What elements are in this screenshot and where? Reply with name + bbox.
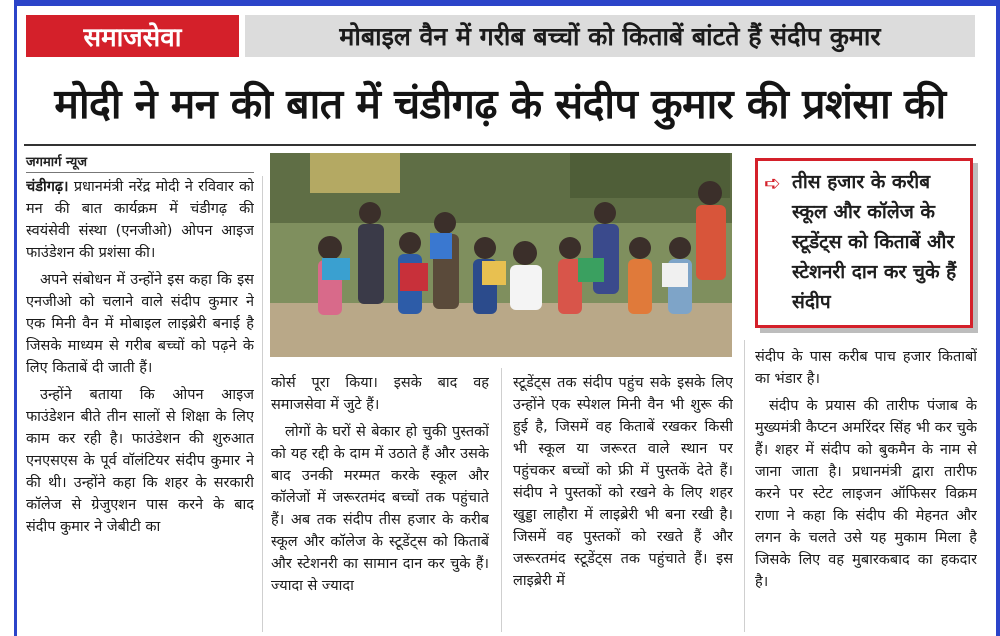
article-column-3 (513, 372, 733, 636)
column-divider (262, 176, 263, 632)
byline: जगमार्ग न्यूज (26, 155, 87, 170)
headline-rule (24, 144, 976, 146)
paragraph-1: संदीप के पास करीब पाच हजार किताबों का भंडार है। (755, 349, 977, 387)
column-divider (744, 340, 745, 632)
section-tag: समाजसेवा (26, 15, 239, 57)
article-column-4 (755, 346, 977, 636)
paragraph-1: कोर्स पूरा किया। इसके बाद वह समाजसेवा में जुटे हैं। (271, 375, 489, 413)
page-frame-left (0, 0, 17, 636)
kicker-headline: मोबाइल वैन में गरीब बच्चों को किताबें बांटते हैं संदीप कुमार (245, 15, 975, 57)
paragraph-2: अपने संबोधन में उन्होंने इस कहा कि इस एनजीओ को चलाने वाले संदीप कुमार ने एक मिनी वैन में मोबाइल लाइब्रेरी बनाई है जिसके माध्यम से गरीब बच्चों को पढ़ने के लिए किताबें दी जाती हैं। (26, 272, 254, 376)
main-headline: मोदी ने मन की बात में चंडीगढ़ के संदीप कुमार की प्रशंसा की (54, 80, 946, 128)
paragraph-2: संदीप के प्रयास की तारीफ पंजाब के मुख्यमंत्री कैप्टन अमरिंदर सिंह भी कर चुके हैं। शहर में संदीप को बुकमैन के नाम से जाना जाता है। प्रधानमंत्री द्वारा तारीफ करने पर स्टेट लाइजन ऑफिसर विक्रम राणा ने कहा कि संदीप की मेहनत और लगन के चलते उसे यह मुकाम मिला है जिसके लिए वह मुबारकबाद का हकदार है। (755, 398, 977, 590)
page-frame-top (0, 0, 1000, 6)
paragraph-1: स्टूडेंट्स तक संदीप पहुंच सके इसके लिए उन्होंने एक स्पेशल मिनी वैन भी शुरू की हुई है, जिसमें वह किताबें रखकर किसी भी स्कूल या जरूरत वाले स्थान पर पहुंचकर बच्चों को फ्री में पुस्तकें देते हैं। संदीप ने पुस्तकों को रखने के लिए शहर खुड्डा लाहौरा में लाइब्रेरी भी बना रखी है। जिसमें वह पुस्तकों को रखते हैं और जरूरतमंद स्टूडेंट्स तक पहुंचाते हैं। इस लाइब्रेरी में (513, 375, 733, 589)
paragraph-3: उन्होंने बताया कि ओपन आइज फाउंडेशन बीते तीन सालों से शिक्षा के लिए काम कर रही है। फाउंडेशन की शुरुआत एनएसएस के पूर्व वॉलंटियर संदीप कुमार ने की थी। उन्होंने कहा कि शहर के सरकारी कॉलेज से ग्रेजुएशन पास करने के बाद संदीप कुमार ने जेबीटी का (26, 387, 254, 535)
paragraph-2: लोगों के घरों से बेकार हो चुकी पुस्तकों को यह रद्दी के दाम में उठाते हैं और उसके बाद उनकी मरम्मत करके स्कूल और कॉलेजों में जरूरतमंद बच्चों तक पहुंचाते हैं। अब तक संदीप तीस हजार के करीब स्कूल और कॉलेज के स्टूडेंट्स को किताबें और स्टेशनरी का सामान दान कर चुके हैं। ज्यादा से ज्यादा (271, 424, 489, 594)
article-photo (270, 153, 732, 357)
dateline: चंडीगढ़। (26, 179, 69, 195)
right-arrow-icon: ➪ (764, 171, 781, 195)
byline-divider (26, 172, 254, 173)
article-column-1 (26, 176, 254, 636)
pull-quote-text: तीस हजार के करीब स्कूल और कॉलेज के स्टूडेंट्स को किताबें और स्टेशनरी दान कर चुके हैं संदीप (792, 171, 957, 313)
paragraph-text: प्रधानमंत्री नरेंद्र मोदी ने रविवार को मन की बात कार्यक्रम में चंडीगढ़ की स्वयंसेवी संस्था (एनजीओ) ओपन आइज फाउंडेशन की प्रशंसा की। (26, 179, 254, 261)
photo-children-with-books (270, 153, 732, 357)
column-divider (501, 368, 502, 632)
article-column-2 (271, 372, 489, 636)
pull-quote-box (755, 158, 973, 328)
paragraph-1 (26, 176, 254, 264)
page-frame-right (996, 0, 1000, 636)
